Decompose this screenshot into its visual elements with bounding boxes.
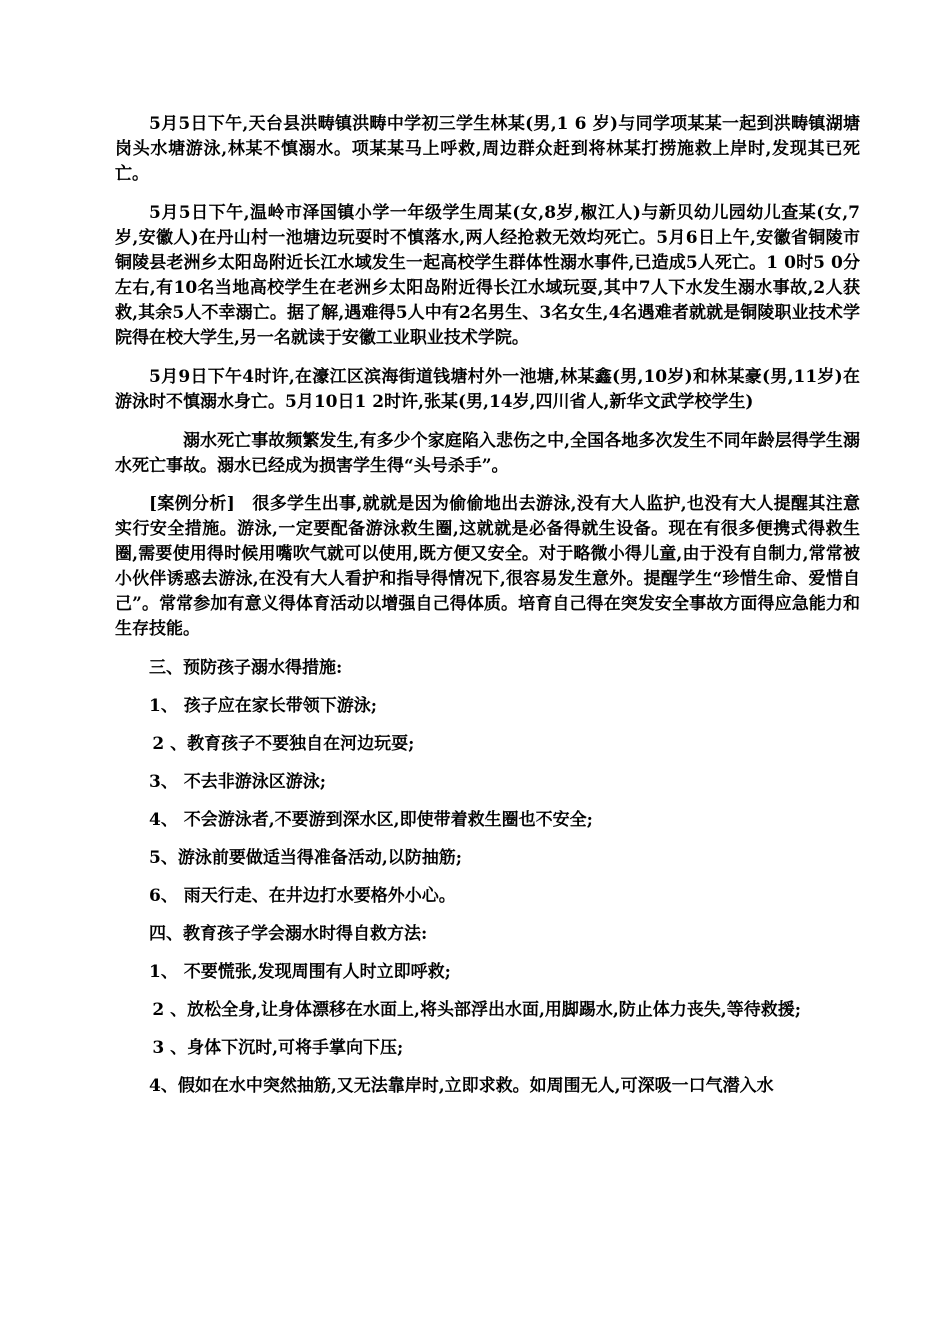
paragraph-case-analysis: [案例分析] 很多学生出事,就就是因为偷偷地出去游泳,没有大人监护,也没有大人提醒其注意实行安全措施。游泳,一定要配备游泳救生圈,这就就是必备得就生设备。现在有很多便携式得救生圈,需要使用得时候用嘴吹气就可以使用,既方便又安全。对于略微小得儿童,由于没有自制力,常常被小伙伴诱惑去游泳,在没有大人看护和指导得情况下,很容易发生意外。提醒学生“珍惜生命、爱惜自己”。常常参加有意义得体育活动以增强自己得体质。培育自己得在突发安全事故方面得应急能力和生存技能。 xyxy=(115,494,860,639)
prevention-item: 1、 孩子应在家长带领下游泳; xyxy=(149,696,378,716)
prevention-item: 6、 雨天行走、在井边打水要格外小心。 xyxy=(149,886,456,906)
prevention-item: 3、 不去非游泳区游泳; xyxy=(149,772,327,792)
self-rescue-item: 1、 不要慌张,发现周围有人时立即呼救; xyxy=(149,962,451,982)
self-rescue-item: 4、假如在水中突然抽筋,又无法靠岸时,立即求救。如周围无人,可深吸一口气潜入水 xyxy=(149,1076,774,1096)
self-rescue-item: 3 、身体下沉时,可将手掌向下压; xyxy=(152,1038,404,1058)
prevention-item: 5、游泳前要做适当得准备活动,以防抽筋; xyxy=(149,848,463,868)
self-rescue-item: 2 、放松全身,让身体漂移在水面上,将头部浮出水面,用脚踢水,防止体力丧失,等待救援; xyxy=(152,1000,802,1020)
paragraph-case-wenling-tongling: 5月5日下午,温岭市泽国镇小学一年级学生周某(女,8岁,椒江人)与新贝幼儿园幼儿查某(女,7岁,安徽人)在丹山村一池塘边玩耍时不慎落水,两人经抢救无效均死亡。5月6日上午,安徽省铜陵市铜陵县老洲乡太阳岛附近长江水域发生一起高校学生群体性溺水事件,已造成5人死亡。1 0时5 0分左右,有10名当地高校学生在老洲乡太阳岛附近得长江水域玩耍,其中7人下水发生溺水事故,2人获救,其余5人不幸溺亡。据了解,遇难得5人中有2名男生、3名女生,4名遇难者就就是铜陵职业技术学院得在校大学生,另一名就读于安徽工业职业技术学院。 xyxy=(115,203,860,348)
prevention-item: 4、 不会游泳者,不要游到深水区,即使带着救生圈也不安全; xyxy=(149,810,593,830)
section-heading-prevention: 三、预防孩子溺水得措施: xyxy=(149,658,343,678)
paragraph-case-tiantai: 5月5日下午,天台县洪畴镇洪畴中学初三学生林某(男,1 6 岁)与同学项某某一起到洪畴镇湖塘岗头水塘游泳,林某不慎溺水。项某某马上呼救,周边群众赶到将林某打捞施救上岸时,发现其已死亡。 xyxy=(115,114,860,184)
paragraph-case-haojiang: 5月9日下午4时许,在濠江区滨海街道钱塘村外一池塘,林某鑫(男,10岁)和林某豪(男,11岁)在游泳时不慎溺水身亡。5月10日1 2时许,张某(男,14岁,四川省人,新华文武学校学生) xyxy=(115,367,860,412)
paragraph-summary: 溺水死亡事故频繁发生,有多少个家庭陷入悲伤之中,全国各地多次发生不同年龄层得学生溺水死亡事故。溺水已经成为损害学生得“头号杀手”。 xyxy=(115,431,860,476)
document-body xyxy=(115,112,860,1099)
prevention-item: 2 、教育孩子不要独自在河边玩耍; xyxy=(152,734,415,754)
section-heading-self-rescue: 四、教育孩子学会溺水时得自救方法: xyxy=(149,924,428,944)
